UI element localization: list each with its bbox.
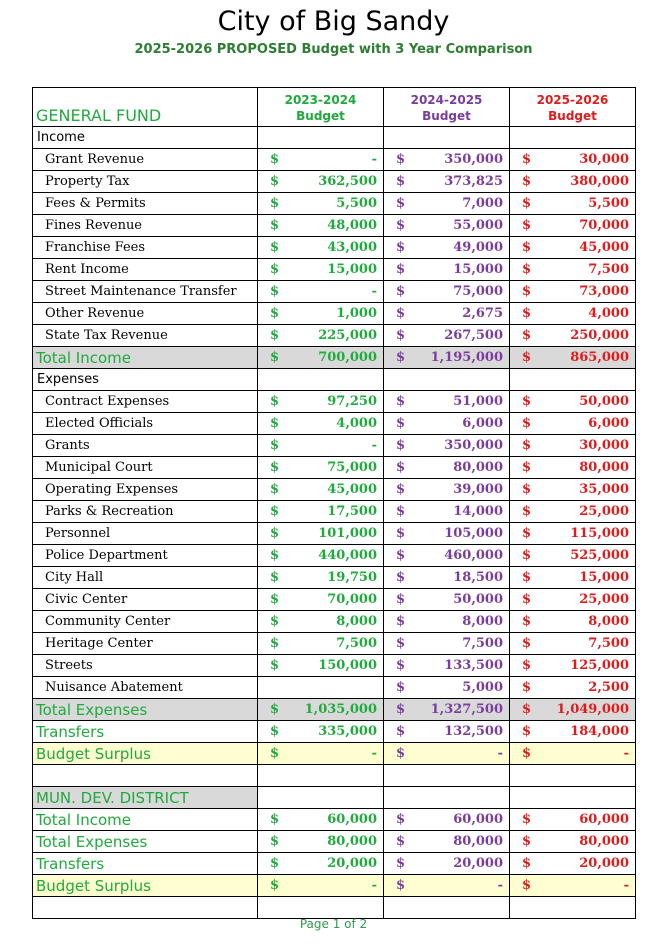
row-label: Other Revenue [33, 303, 258, 325]
row-label: Franchise Fees [33, 237, 258, 259]
currency-symbol: $ [384, 501, 411, 523]
cell-value: 125,000 [537, 655, 636, 677]
currency-symbol: $ [510, 721, 537, 743]
row-label: City Hall [33, 567, 258, 589]
column-header-2023: 2023-2024 Budget [258, 88, 384, 127]
cell-value: 25,000 [537, 501, 636, 523]
currency-symbol: $ [258, 325, 285, 347]
cell-value: 75,000 [285, 457, 384, 479]
cell-value: 50,000 [411, 589, 510, 611]
empty-cell [384, 369, 510, 391]
currency-symbol: $ [258, 611, 285, 633]
currency-symbol: $ [510, 347, 537, 369]
currency-symbol: $ [510, 809, 537, 831]
empty-cell [258, 127, 384, 149]
row-label: Budget Surplus [33, 875, 258, 897]
currency-symbol: $ [510, 457, 537, 479]
currency-symbol: $ [510, 479, 537, 501]
column-header-2024: 2024-2025 Budget [384, 88, 510, 127]
cell-value: 8,000 [285, 611, 384, 633]
cell-value: 115,000 [537, 523, 636, 545]
currency-symbol: $ [258, 743, 285, 765]
cell-value: 80,000 [285, 831, 384, 853]
currency-symbol: $ [510, 391, 537, 413]
currency-symbol: $ [384, 303, 411, 325]
empty-cell [510, 897, 636, 919]
currency-symbol: $ [258, 655, 285, 677]
cell-value: 73,000 [537, 281, 636, 303]
currency-symbol: $ [258, 435, 285, 457]
currency-symbol: $ [510, 545, 537, 567]
table-row [33, 215, 636, 237]
row-label: Contract Expenses [33, 391, 258, 413]
general-fund-label: GENERAL FUND [33, 88, 258, 127]
transfers-row [33, 721, 636, 743]
cell-value: 97,250 [285, 391, 384, 413]
cell-value: - [285, 743, 384, 765]
cell-value: 8,000 [537, 611, 636, 633]
cell-value: 700,000 [285, 347, 384, 369]
currency-symbol: $ [510, 853, 537, 875]
document-title: City of Big Sandy [217, 6, 450, 37]
cell-value: 4,000 [537, 303, 636, 325]
budget-surplus-row [33, 743, 636, 765]
currency-symbol: $ [258, 501, 285, 523]
table-row [33, 655, 636, 677]
spacer-row-label [33, 765, 258, 787]
currency-symbol: $ [258, 567, 285, 589]
cell-value: 15,000 [285, 259, 384, 281]
table-row [33, 501, 636, 523]
cell-value: 335,000 [285, 721, 384, 743]
currency-symbol: $ [258, 281, 285, 303]
row-label: Total Income [33, 809, 258, 831]
cell-value: 45,000 [285, 479, 384, 501]
cell-value: 18,500 [411, 567, 510, 589]
cell-value: 8,000 [411, 611, 510, 633]
currency-symbol: $ [258, 589, 285, 611]
table-row [33, 435, 636, 457]
row-label: Transfers [33, 721, 258, 743]
cell-value: 15,000 [411, 259, 510, 281]
cell-value: 7,500 [285, 633, 384, 655]
spacer-row [33, 765, 636, 787]
cell-value: 70,000 [285, 589, 384, 611]
cell-value: - [285, 281, 384, 303]
cell-value: 6,000 [537, 413, 636, 435]
currency-symbol: $ [384, 413, 411, 435]
currency-symbol: $ [258, 303, 285, 325]
table-row [33, 259, 636, 281]
cell-value: 1,035,000 [285, 699, 384, 721]
cell-value: 80,000 [411, 457, 510, 479]
currency-symbol: $ [258, 391, 285, 413]
cell-value: 460,000 [411, 545, 510, 567]
currency-symbol: $ [384, 567, 411, 589]
currency-symbol: $ [384, 149, 411, 171]
cell-value: 50,000 [537, 391, 636, 413]
cell-value: 350,000 [411, 435, 510, 457]
currency-symbol: $ [384, 391, 411, 413]
row-label: Personnel [33, 523, 258, 545]
currency-symbol: $ [258, 875, 285, 897]
currency-symbol: $ [384, 721, 411, 743]
table-row [33, 171, 636, 193]
table-row [33, 413, 636, 435]
row-label: Grants [33, 435, 258, 457]
empty-cell [510, 765, 636, 787]
cell-value: 865,000 [537, 347, 636, 369]
currency-symbol: $ [258, 413, 285, 435]
cell-value: 19,750 [285, 567, 384, 589]
cell-value: 60,000 [285, 809, 384, 831]
budget-table [32, 87, 636, 919]
row-label: Nuisance Abatement [33, 677, 258, 699]
row-label: State Tax Revenue [33, 325, 258, 347]
row-label: Elected Officials [33, 413, 258, 435]
spacer-row [33, 897, 636, 919]
currency-symbol: $ [510, 215, 537, 237]
currency-symbol: $ [258, 633, 285, 655]
cell-value: 373,825 [411, 171, 510, 193]
cell-value: 30,000 [537, 149, 636, 171]
income-section-label: Income [33, 127, 258, 149]
cell-value: 5,500 [285, 193, 384, 215]
cell-value: 80,000 [537, 457, 636, 479]
cell-value: 1,049,000 [537, 699, 636, 721]
cell-value: 350,000 [411, 149, 510, 171]
cell-value: 150,000 [285, 655, 384, 677]
row-label: Street Maintenance Transfer [33, 281, 258, 303]
empty-cell [384, 127, 510, 149]
currency-symbol: $ [510, 523, 537, 545]
currency-symbol: $ [384, 325, 411, 347]
currency-symbol: $ [384, 655, 411, 677]
cell-value: 362,500 [285, 171, 384, 193]
row-label: Grant Revenue [33, 149, 258, 171]
page-number: Page 1 of 2 [299, 917, 368, 931]
currency-symbol: $ [510, 303, 537, 325]
row-label: Transfers [33, 853, 258, 875]
table-row [33, 545, 636, 567]
row-label: Operating Expenses [33, 479, 258, 501]
cell-value: 6,000 [411, 413, 510, 435]
expenses-section-label: Expenses [33, 369, 258, 391]
currency-symbol: $ [384, 699, 411, 721]
currency-symbol: $ [384, 281, 411, 303]
empty-cell [510, 787, 636, 809]
currency-symbol: $ [510, 677, 537, 699]
row-label: Municipal Court [33, 457, 258, 479]
currency-symbol: $ [384, 237, 411, 259]
table-row [33, 589, 636, 611]
currency-symbol: $ [510, 325, 537, 347]
currency-symbol: $ [384, 611, 411, 633]
column-header-2025: 2025-2026 Budget [510, 88, 636, 127]
currency-symbol: $ [510, 413, 537, 435]
table-row [33, 633, 636, 655]
cell-value: 1,000 [285, 303, 384, 325]
row-label: Community Center [33, 611, 258, 633]
empty-cell [384, 897, 510, 919]
currency-symbol: $ [384, 457, 411, 479]
cell-value: 7,500 [537, 259, 636, 281]
cell-value: 2,500 [537, 677, 636, 699]
row-label: Fees & Permits [33, 193, 258, 215]
cell-value: 80,000 [411, 831, 510, 853]
cell-value: 5,000 [411, 677, 510, 699]
currency-symbol: $ [258, 853, 285, 875]
currency-symbol: $ [258, 523, 285, 545]
cell-value: 7,500 [537, 633, 636, 655]
currency-symbol: $ [258, 809, 285, 831]
empty-cell [258, 765, 384, 787]
currency-symbol: $ [258, 699, 285, 721]
cell-value: 20,000 [285, 853, 384, 875]
cell-value: 225,000 [285, 325, 384, 347]
cell-value: 101,000 [285, 523, 384, 545]
currency-symbol: $ [510, 501, 537, 523]
currency-symbol: $ [384, 435, 411, 457]
empty-cell [258, 897, 384, 919]
cell-value: 51,000 [411, 391, 510, 413]
currency-symbol: $ [258, 457, 285, 479]
table-row [33, 281, 636, 303]
cell-value [285, 677, 384, 699]
mdd-header-row [33, 787, 636, 809]
cell-value: 70,000 [537, 215, 636, 237]
currency-symbol: $ [510, 875, 537, 897]
currency-symbol: $ [510, 743, 537, 765]
cell-value: 7,500 [411, 633, 510, 655]
table-row [33, 149, 636, 171]
cell-value: 5,500 [537, 193, 636, 215]
cell-value: 17,500 [285, 501, 384, 523]
currency-symbol: $ [384, 677, 411, 699]
currency-symbol: $ [384, 193, 411, 215]
spacer-row-label [33, 897, 258, 919]
currency-symbol: $ [258, 171, 285, 193]
mdd-total-income-row [33, 809, 636, 831]
cell-value: 45,000 [537, 237, 636, 259]
currency-symbol: $ [384, 743, 411, 765]
cell-value: 440,000 [285, 545, 384, 567]
cell-value: 75,000 [411, 281, 510, 303]
currency-symbol: $ [258, 149, 285, 171]
cell-value: 525,000 [537, 545, 636, 567]
table-row [33, 457, 636, 479]
table-row [33, 237, 636, 259]
cell-value: - [285, 875, 384, 897]
currency-symbol: $ [384, 523, 411, 545]
currency-symbol: $ [258, 347, 285, 369]
cell-value: 60,000 [537, 809, 636, 831]
empty-cell [258, 787, 384, 809]
cell-value: 39,000 [411, 479, 510, 501]
currency-symbol: $ [384, 259, 411, 281]
row-label: Police Department [33, 545, 258, 567]
currency-symbol: $ [510, 259, 537, 281]
currency-symbol: $ [384, 809, 411, 831]
cell-value: 14,000 [411, 501, 510, 523]
table-row [33, 391, 636, 413]
total-expenses-row [33, 699, 636, 721]
currency-symbol: $ [510, 193, 537, 215]
empty-cell [384, 765, 510, 787]
currency-symbol: $ [258, 237, 285, 259]
cell-value: 48,000 [285, 215, 384, 237]
empty-cell [258, 369, 384, 391]
cell-value: - [285, 435, 384, 457]
row-label: Total Income [33, 347, 258, 369]
currency-symbol: $ [510, 831, 537, 853]
cell-value: 250,000 [537, 325, 636, 347]
cell-value: 4,000 [285, 413, 384, 435]
currency-symbol: $ [510, 633, 537, 655]
cell-value: 1,195,000 [411, 347, 510, 369]
cell-value: 267,500 [411, 325, 510, 347]
expenses-section [33, 369, 636, 391]
currency-symbol: $ [384, 853, 411, 875]
empty-cell [510, 369, 636, 391]
cell-value: 20,000 [411, 853, 510, 875]
table-row [33, 523, 636, 545]
cell-value: 2,675 [411, 303, 510, 325]
cell-value: 55,000 [411, 215, 510, 237]
cell-value: 105,000 [411, 523, 510, 545]
currency-symbol: $ [258, 193, 285, 215]
cell-value: 132,500 [411, 721, 510, 743]
mdd-budget-surplus-row [33, 875, 636, 897]
cell-value: - [411, 743, 510, 765]
currency-symbol: $ [258, 831, 285, 853]
currency-symbol: $ [384, 215, 411, 237]
table-row [33, 611, 636, 633]
row-label: Parks & Recreation [33, 501, 258, 523]
cell-value: 43,000 [285, 237, 384, 259]
cell-value: 60,000 [411, 809, 510, 831]
currency-symbol: $ [510, 149, 537, 171]
cell-value: 30,000 [537, 435, 636, 457]
currency-symbol: $ [384, 545, 411, 567]
currency-symbol: $ [258, 259, 285, 281]
currency-symbol: $ [258, 215, 285, 237]
column-header-row [33, 88, 636, 127]
cell-value: - [411, 875, 510, 897]
cell-value: 25,000 [537, 589, 636, 611]
cell-value: 20,000 [537, 853, 636, 875]
table-row [33, 567, 636, 589]
cell-value: 15,000 [537, 567, 636, 589]
cell-value: 184,000 [537, 721, 636, 743]
currency-symbol: $ [258, 479, 285, 501]
cell-value: 35,000 [537, 479, 636, 501]
currency-symbol: $ [384, 633, 411, 655]
cell-value: 133,500 [411, 655, 510, 677]
currency-symbol: $ [258, 721, 285, 743]
row-label: Budget Surplus [33, 743, 258, 765]
currency-symbol: $ [510, 435, 537, 457]
cell-value: - [285, 149, 384, 171]
empty-cell [510, 127, 636, 149]
cell-value: 380,000 [537, 171, 636, 193]
table-row [33, 479, 636, 501]
total-income-row [33, 347, 636, 369]
currency-symbol: $ [258, 545, 285, 567]
empty-cell [384, 787, 510, 809]
currency-symbol: $ [510, 589, 537, 611]
table-row [33, 193, 636, 215]
currency-symbol: $ [384, 589, 411, 611]
cell-value: 1,327,500 [411, 699, 510, 721]
cell-value: - [537, 875, 636, 897]
cell-value: 80,000 [537, 831, 636, 853]
table-row [33, 325, 636, 347]
cell-value: 49,000 [411, 237, 510, 259]
currency-symbol: $ [384, 347, 411, 369]
row-label: Civic Center [33, 589, 258, 611]
currency-symbol: $ [510, 611, 537, 633]
row-label: Fines Revenue [33, 215, 258, 237]
currency-symbol: $ [510, 281, 537, 303]
row-label: Total Expenses [33, 831, 258, 853]
table-row [33, 303, 636, 325]
row-label: Rent Income [33, 259, 258, 281]
currency-symbol [258, 677, 285, 699]
income-section [33, 127, 636, 149]
cell-value: 7,000 [411, 193, 510, 215]
currency-symbol: $ [510, 699, 537, 721]
mdd-transfers-row [33, 853, 636, 875]
row-label: Streets [33, 655, 258, 677]
row-label: Total Expenses [33, 699, 258, 721]
currency-symbol: $ [384, 831, 411, 853]
currency-symbol: $ [510, 655, 537, 677]
mdd-label: MUN. DEV. DISTRICT [33, 787, 258, 809]
currency-symbol: $ [384, 479, 411, 501]
document-subtitle: 2025-2026 PROPOSED Budget with 3 Year Comparison [134, 42, 533, 57]
table-row [33, 677, 636, 699]
currency-symbol: $ [384, 875, 411, 897]
currency-symbol: $ [510, 567, 537, 589]
currency-symbol: $ [510, 237, 537, 259]
row-label: Heritage Center [33, 633, 258, 655]
mdd-total-expenses-row [33, 831, 636, 853]
row-label: Property Tax [33, 171, 258, 193]
currency-symbol: $ [510, 171, 537, 193]
cell-value: - [537, 743, 636, 765]
currency-symbol: $ [384, 171, 411, 193]
